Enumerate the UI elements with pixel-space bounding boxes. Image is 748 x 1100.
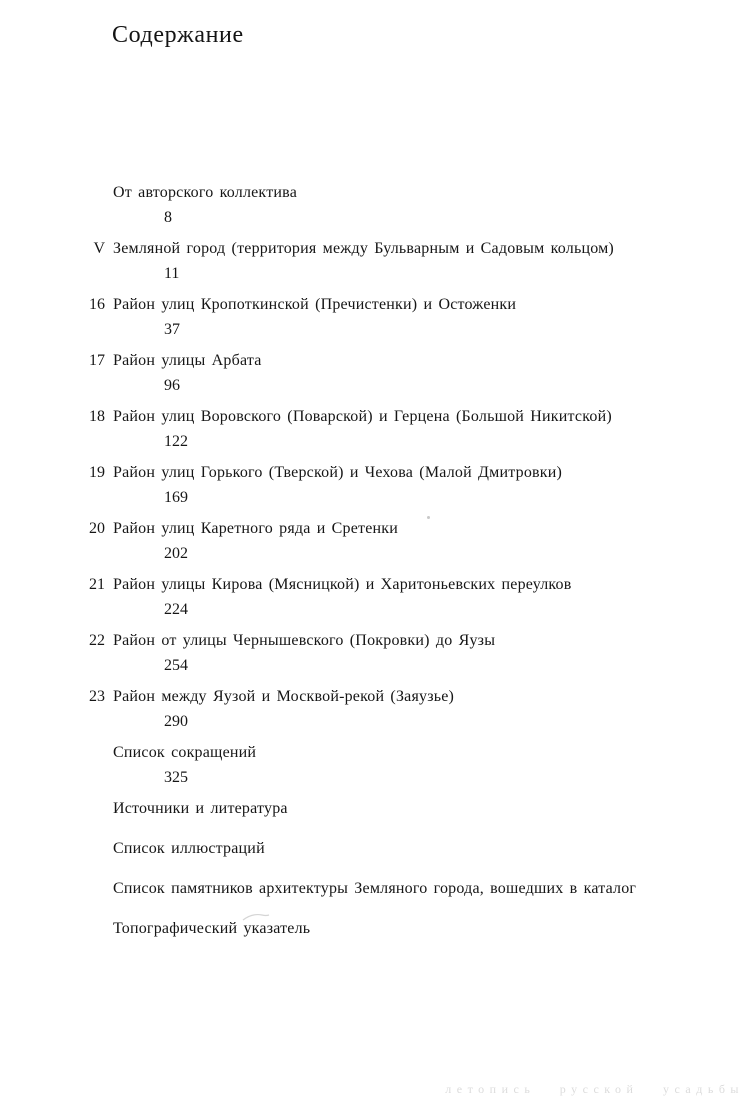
entry-page-number: 290: [164, 713, 188, 730]
chapter-number: 17: [89, 352, 105, 369]
entry-page-number: 202: [164, 545, 188, 562]
toc-entry: [0, 879, 748, 919]
chapter-number: 16: [89, 296, 105, 313]
entry-title: Список иллюстраций: [113, 840, 265, 857]
entry-title: Топографический указатель: [113, 920, 311, 937]
entry-title: Район от улицы Чернышевского (Покровки) до Яузы: [113, 632, 496, 649]
toc-entry: [0, 463, 748, 519]
entry-page-number: 96: [164, 377, 180, 394]
toc-entry: [0, 575, 748, 631]
chapter-number: 22: [89, 632, 105, 649]
entry-page-number: 224: [164, 601, 188, 618]
toc-entry: [0, 687, 748, 743]
entry-title: Район улицы Кирова (Мясницкой) и Харитоньевских переулков: [113, 576, 572, 593]
toc-entry: [0, 799, 748, 839]
entry-page-number: 122: [164, 433, 188, 450]
entry-page-number: 37: [164, 321, 180, 338]
toc-entry: [0, 839, 748, 879]
entry-page-number: 169: [164, 489, 188, 506]
entry-title: Список памятников архитектуры Земляного города, вошедших в каталог: [113, 880, 637, 897]
entry-title: Источники и литература: [113, 800, 288, 817]
entry-title: Район между Яузой и Москвой-рекой (Заяузье): [113, 688, 455, 705]
toc-entry: [0, 743, 748, 799]
toc-entry: [0, 351, 748, 407]
page-title: Содержание: [112, 22, 244, 48]
entry-title: Список сокращений: [113, 744, 257, 761]
entry-title: Район улиц Горького (Тверской) и Чехова (Малой Дмитровки): [113, 464, 563, 481]
chapter-number: 21: [89, 576, 105, 593]
entry-page-number: 11: [164, 265, 180, 282]
entry-title: Земляной город (территория между Бульварным и Садовым кольцом): [113, 240, 614, 257]
chapter-number: V: [93, 240, 105, 257]
toc-entry: [0, 919, 748, 959]
toc-entry: [0, 407, 748, 463]
entry-page-number: 8: [164, 209, 172, 226]
chapter-number: 19: [89, 464, 105, 481]
toc-entry: [0, 631, 748, 687]
entry-page-number: 254: [164, 657, 188, 674]
table-of-contents: [0, 183, 748, 959]
toc-entry: [0, 183, 748, 239]
toc-entry: [0, 239, 748, 295]
chapter-number: 23: [89, 688, 105, 705]
scan-speck: [427, 516, 430, 519]
entry-title: От авторского коллектива: [113, 184, 297, 201]
entry-title: Район улиц Каретного ряда и Сретенки: [113, 520, 399, 537]
pencil-mark: [242, 912, 270, 922]
entry-title: Район улиц Кропоткинской (Пречистенки) и Остоженки: [113, 296, 517, 313]
chapter-number: 18: [89, 408, 105, 425]
entry-title: Район улицы Арбата: [113, 352, 262, 369]
toc-entry: [0, 519, 748, 575]
toc-entry: [0, 295, 748, 351]
chapter-number: 20: [89, 520, 105, 537]
entry-title: Район улиц Воровского (Поварской) и Герцена (Большой Никитской): [113, 408, 612, 425]
entry-page-number: 325: [164, 769, 188, 786]
watermark: летопись русской усадьбы: [445, 1082, 744, 1096]
